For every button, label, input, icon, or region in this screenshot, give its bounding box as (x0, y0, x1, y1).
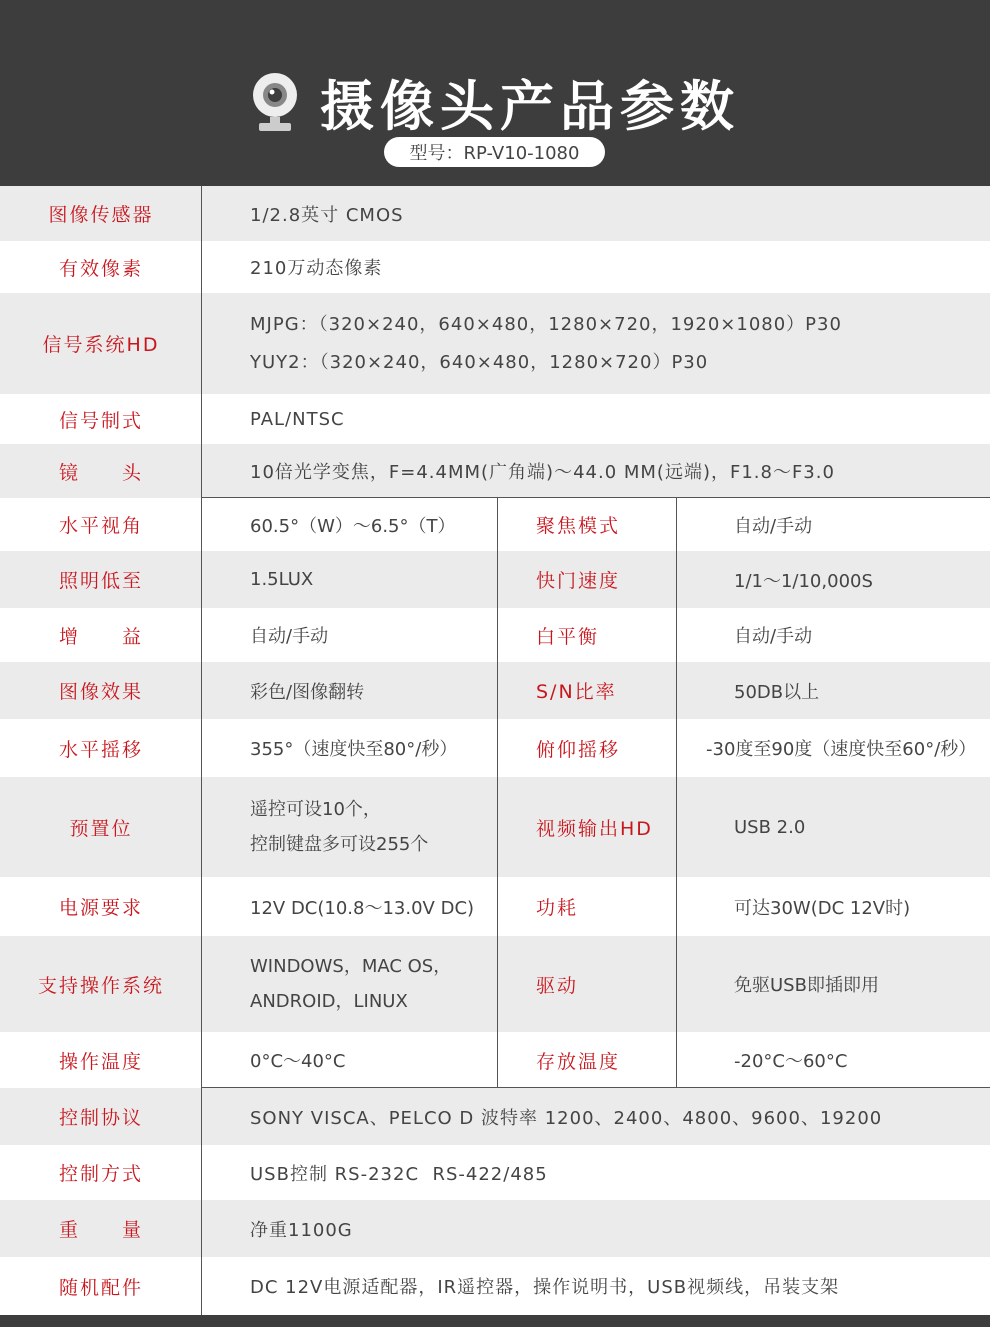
spec-label: 信号制式 (58, 409, 143, 432)
spec-value-line: 遥控可设10个， (250, 799, 381, 820)
spec-value: 210万动态像素 (250, 258, 383, 279)
spec-label: 增 益 (58, 625, 143, 648)
spec-label: 电源要求 (58, 897, 143, 919)
spec-value-line: 控制键盘多可设255个 (250, 834, 429, 855)
spec-label: 存放温度 (536, 1050, 621, 1073)
spec-value: 355°（速度快至80°/秒） (250, 739, 458, 760)
spec-value: -30度至90度（速度快至60°/秒） (706, 739, 977, 760)
spec-label: 操作温度 (58, 1050, 143, 1073)
spec-label: 控制协议 (58, 1107, 143, 1129)
spec-value: SONY VISCA、PELCO D 波特率 1200、2400、4800、9600、19200 (250, 1107, 883, 1129)
spec-value: 10倍光学变焦，F=4.4MM(广角端)～44.0 MM(远端)，F1.8～F3.0 (250, 462, 835, 483)
spec-row-lens (0, 444, 990, 498)
spec-label: 功耗 (536, 897, 579, 919)
table-divider-vertical (676, 498, 677, 1088)
spec-row-signal-format (0, 394, 990, 444)
spec-label: 有效像素 (58, 257, 143, 280)
spec-label: 信号系统HD (42, 334, 160, 356)
spec-label: 驱动 (536, 974, 579, 997)
spec-row-signal-system (0, 293, 990, 394)
spec-value: 12V DC(10.8～13.0V DC) (250, 897, 475, 919)
spec-row-pair-4 (0, 662, 990, 719)
spec-value: 1.5LUX (250, 569, 314, 590)
spec-row-pair-7 (0, 877, 990, 936)
spec-value: DC 12V电源适配器，IR遥控器，操作说明书，USB视频线，吊装支架 (250, 1277, 840, 1298)
spec-row-sensor (0, 186, 990, 241)
spec-row-pixels (0, 241, 990, 293)
spec-label: 图像效果 (58, 681, 143, 703)
spec-row-pair-8 (0, 936, 990, 1032)
spec-value: 净重1100G (250, 1219, 353, 1241)
spec-value-line: ANDROID，LINUX (250, 991, 408, 1012)
spec-value: 1/2.8英寸 CMOS (250, 204, 404, 226)
spec-value-line: YUY2：（320×240，640×480，1280×720）P30 (250, 351, 709, 373)
table-divider-vertical (201, 186, 202, 1315)
spec-value: 自动/手动 (734, 515, 813, 537)
spec-label: 图像传感器 (48, 204, 154, 226)
spec-value: USB 2.0 (734, 816, 806, 838)
spec-value: 自动/手动 (734, 626, 813, 647)
spec-label: 水平视角 (58, 515, 143, 537)
spec-row-pair-5 (0, 719, 990, 777)
spec-label: 控制方式 (58, 1163, 143, 1185)
spec-row-pair-3 (0, 608, 990, 662)
spec-row-pair-1 (0, 498, 990, 551)
spec-row-accessories (0, 1257, 990, 1315)
page-title: 摄像头产品参数 (320, 74, 740, 138)
spec-label: 白平衡 (536, 625, 600, 648)
model-text: 型号：RP-V10-1080 (409, 143, 580, 164)
spec-row-pair-6 (0, 777, 990, 877)
model-badge (384, 137, 605, 167)
spec-label: 重 量 (58, 1219, 143, 1241)
spec-value: 1/1～1/10,000S (734, 570, 873, 592)
spec-value: USB控制 RS-232C RS-422/485 (250, 1163, 548, 1185)
spec-label: 快门速度 (536, 570, 621, 592)
spec-row-control (0, 1145, 990, 1200)
spec-value: 自动/手动 (250, 626, 329, 647)
spec-value: 60.5°（W）～6.5°（T） (250, 515, 456, 537)
spec-row-protocol (0, 1088, 990, 1145)
spec-label: 照明低至 (58, 570, 143, 592)
spec-value-line: WINDOWS，MAC OS， (250, 956, 452, 977)
spec-label: 俯仰摇移 (536, 738, 621, 761)
spec-row-pair-9 (0, 1032, 990, 1088)
spec-value: 免驱USB即插即用 (734, 975, 879, 996)
table-divider-horizontal (201, 497, 990, 498)
spec-label: 随机配件 (58, 1276, 143, 1299)
spec-value (202, 936, 498, 1032)
spec-label: S/N比率 (536, 681, 617, 703)
footer-bar (0, 1315, 990, 1327)
spec-value: 彩色/图像翻转 (250, 681, 365, 703)
title-row (0, 62, 990, 142)
spec-value: 50DB以上 (734, 681, 820, 703)
spec-value (202, 777, 498, 877)
spec-value: 可达30W(DC 12V时) (734, 897, 911, 919)
spec-row-weight (0, 1200, 990, 1257)
spec-value (202, 293, 990, 394)
webcam-icon (250, 71, 300, 133)
spec-label: 预置位 (69, 817, 133, 840)
spec-label: 水平摇移 (58, 738, 143, 761)
spec-label: 镜 头 (58, 461, 143, 484)
spec-value: PAL/NTSC (250, 408, 345, 430)
spec-value-line: MJPG：（320×240，640×480，1280×720，1920×1080）P30 (250, 313, 842, 335)
spec-value: -20°C～60°C (734, 1051, 848, 1072)
spec-label: 支持操作系统 (37, 974, 164, 997)
spec-label: 聚焦模式 (536, 515, 621, 537)
spec-value: 0°C～40°C (250, 1051, 346, 1072)
spec-label: 视频输出HD (536, 817, 653, 840)
table-divider-horizontal (201, 1087, 990, 1088)
spec-row-pair-2 (0, 551, 990, 608)
table-divider-vertical (497, 498, 498, 1088)
